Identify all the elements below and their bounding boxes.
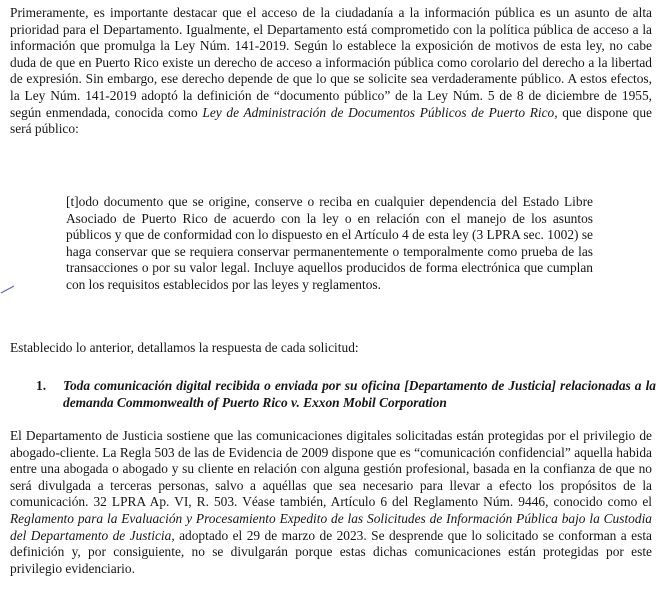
intro-text-end: que dispone que será público: (10, 104, 652, 137)
request-number: 1. (36, 378, 47, 393)
response-paragraph (10, 428, 652, 577)
intro-paragraph (10, 5, 652, 138)
pen-mark (0, 278, 16, 298)
intro-text: Primeramente, es importante destacar que el acceso de la ciudadanía a la información pública es un asunto de alta prioridad para el Departamento. Igualmente, el Departamento está comprometido con la política pública de acceso a la información que promulga la Ley Núm. 141-2019. Según lo establece la exposición de motivos de esta ley, no cabe duda de que en Puerto Rico existe un derecho de acceso a información pública como corolario del derecho a la libertad de expresión. Sin embargo, ese derecho depende de que lo que se solicite sea verdaderamente público. A estos efectos, la Ley Núm. 141-2019 adoptó la definición de “documento público” de la Ley Núm. 5 de 8 de diciembre de 1955, según enmendada, conocida como (10, 5, 652, 120)
response-text-end: , adoptado el 29 de marzo de 2023. Se desprende que lo solicitado se conforman a esta definición y, por consiguiente, no se divulgarán porque estas dichas comunicaciones están protegidas por este privilegio evidenciario. (10, 527, 652, 576)
response-text: El Departamento de Justicia sostiene que las comunicaciones digitales solicitadas están protegidas por el privilegio de abogado-cliente. La Regla 503 de las de Evidencia de 2009 dispone que es “comunicación confidencial” aquella habida entre una abogada o abogado y su cliente en relación con alguna gestión profesional, basada en la confianza de que no será divulgada a terceras personas, salvo a aquéllas que sea necesario para llevar a efecto los propósitos de la comunicación. 32 LPRA Ap. VI, R. 503. Véase también, Artículo 6 del Reglamento Núm. 9446, conocido como el (10, 428, 652, 510)
request-title: Toda comunicación digital recibida o enviada por su oficina [Departamento de Justicia] relacionadas a la demanda Commonwealth of Puerto Rico v. Exxon Mobil Corporation (63, 378, 656, 410)
regulation-title: Reglamento para la Evaluación y Procesamiento Expedito de las Solicitudes de Información Pública bajo la Custodia del Departamento de Justicia (10, 510, 652, 543)
request-heading (36, 378, 656, 411)
block-quote: [t]odo documento que se origine, conserve o reciba en cualquier dependencia del Estado Libre Asociado de Puerto Rico de acuerdo con la ley o en relación con el manejo de los asuntos públicos y que de conformidad con lo dispuesto en el Artículo 4 de esta ley (3 LPRA sec. 1002) se haga conservar que se requiera conservar permanentemente o temporalmente como prueba de las transacciones o por su valor legal. Incluye aquellos producidos de forma electrónica que cumplan con los requisitos establecidos por las leyes y reglamentos. (66, 194, 593, 292)
law-title: Ley de Administración de Documentos Públicos de Puerto Rico, (202, 104, 558, 120)
transition-paragraph: Establecido lo anterior, detallamos la respuesta de cada solicitud: (10, 340, 359, 355)
